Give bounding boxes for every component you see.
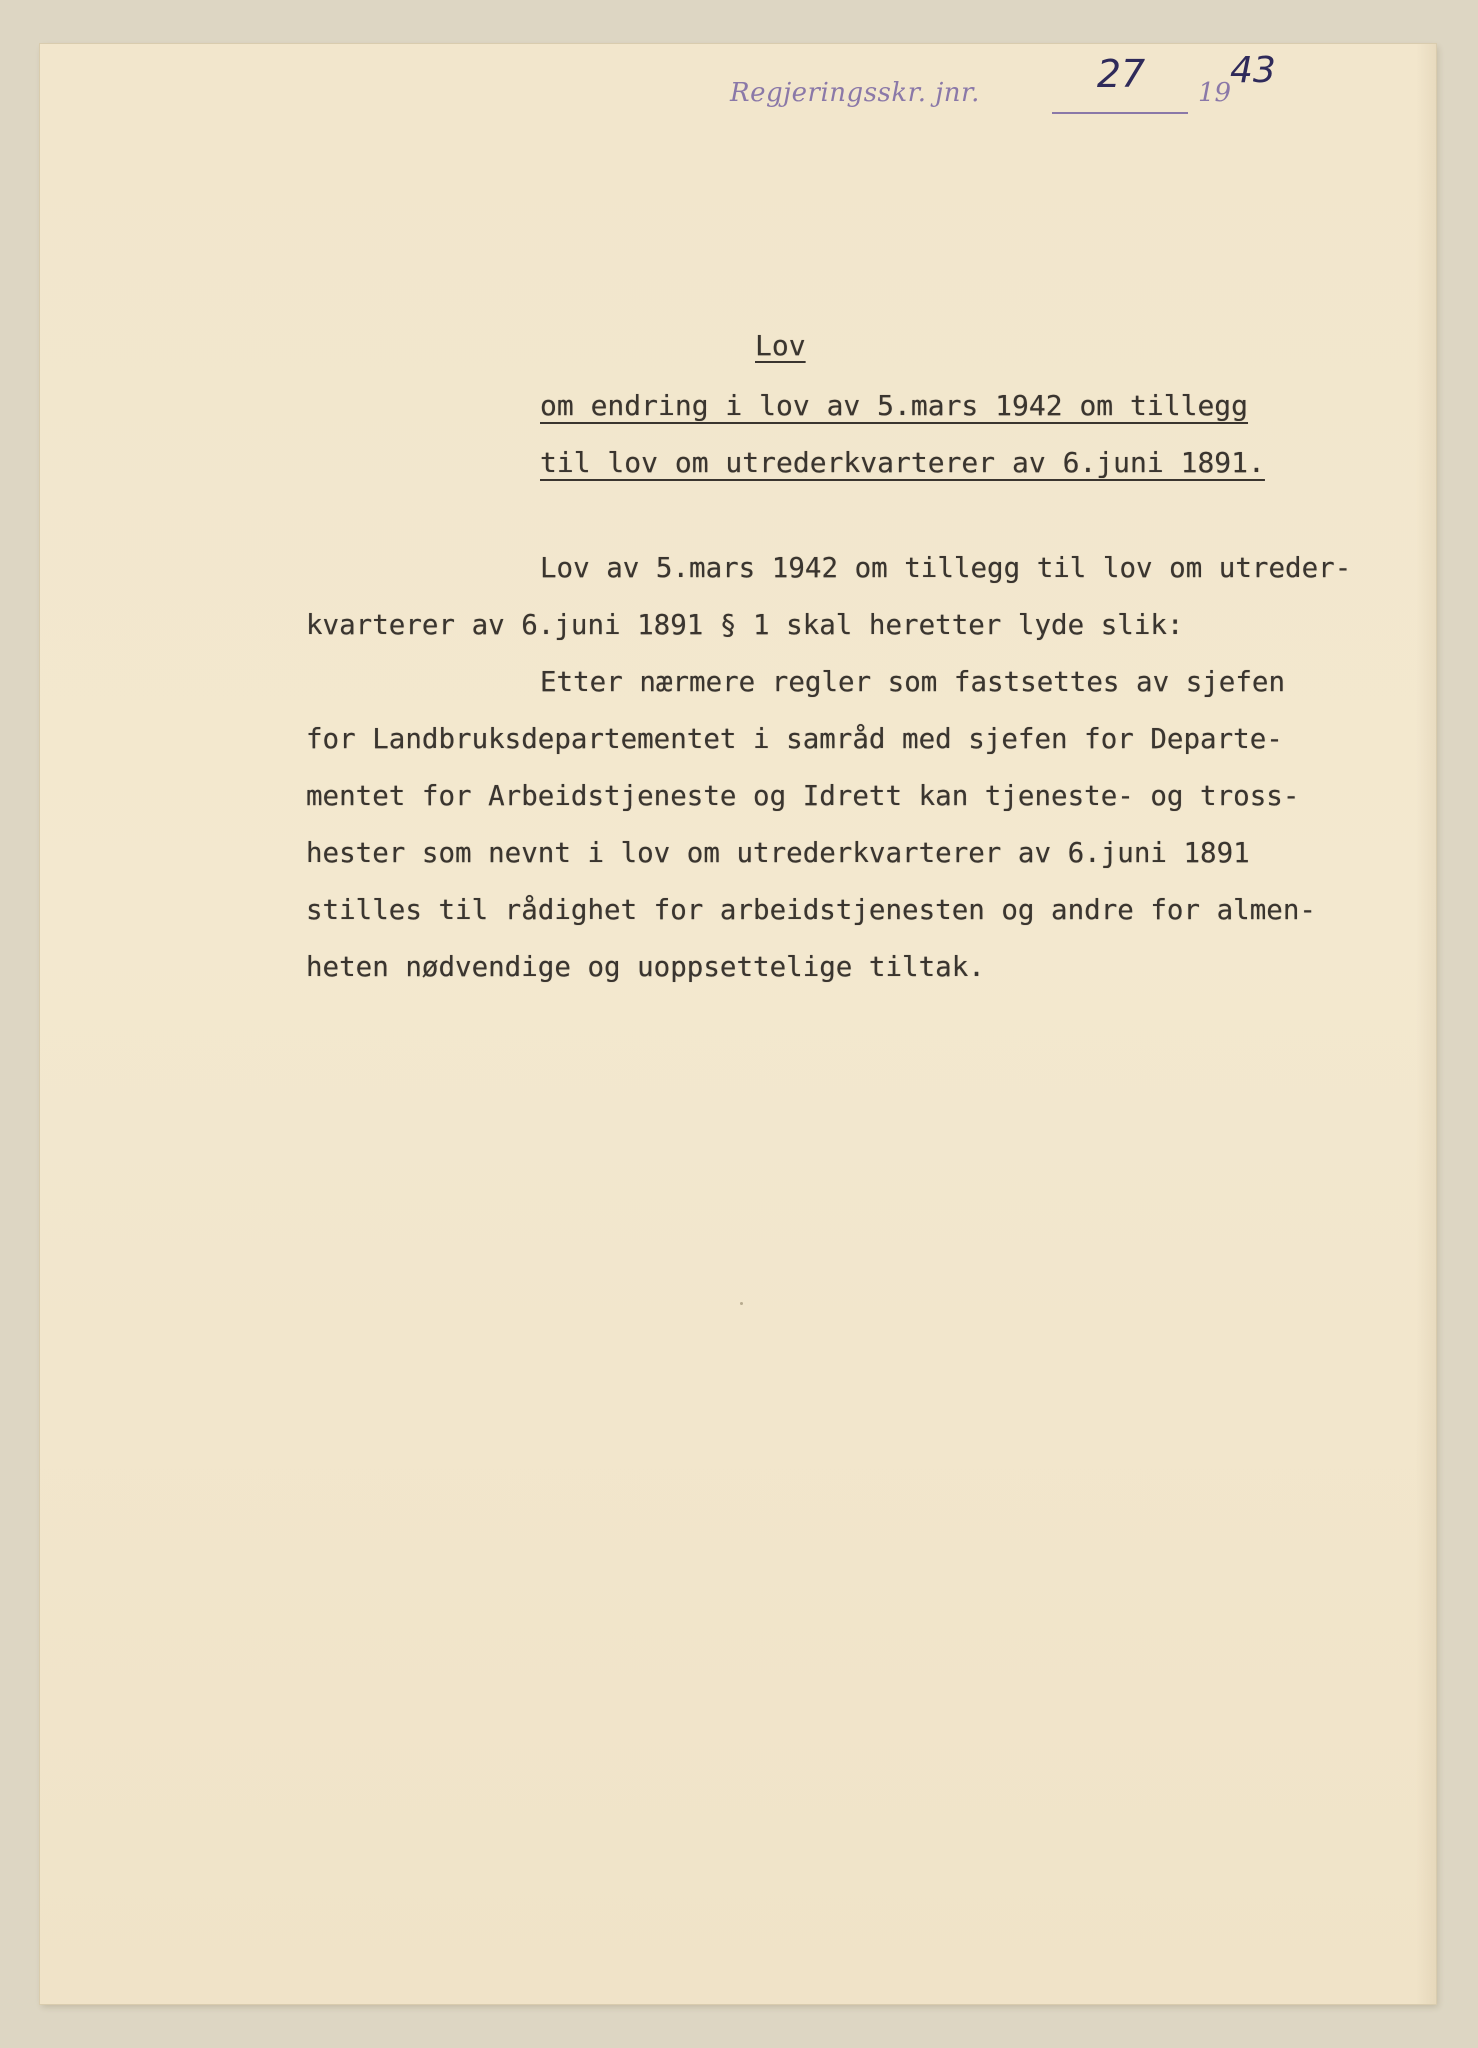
stamp-journal-number: 27 xyxy=(1096,52,1146,96)
title-line-1: om endring i lov av 5.mars 1942 om tillegg xyxy=(540,389,1249,422)
body-line: mentet for Arbeidstjeneste og Idrett kan tjeneste- og tross- xyxy=(306,780,1300,812)
body-line: Lov av 5.mars 1942 om tillegg til lov om utreder- xyxy=(540,552,1352,584)
stamp-label: Regjeringsskr. jnr. xyxy=(730,78,980,108)
body-line: for Landbruksdepartementet i samråd med sjefen for Departe- xyxy=(306,723,1283,755)
stamp-underline xyxy=(1052,112,1188,114)
body-line: Etter nærmere regler som fastsettes av sjefen xyxy=(540,666,1286,698)
stamp-year-handwritten: 43 xyxy=(1230,50,1276,91)
body-line: hester som nevnt i lov om utrederkvarterer av 6.juni 1891 xyxy=(306,837,1250,869)
document-page xyxy=(40,44,1436,2004)
body-line: heten nødvendige og uoppsettelige tiltak. xyxy=(306,951,985,983)
body-line: stilles til rådighet for arbeidstjenesten og andre for almen- xyxy=(306,894,1316,926)
stamp-year-prefix: 19 xyxy=(1198,78,1232,108)
document-heading: Lov xyxy=(755,329,806,362)
body-line: kvarterer av 6.juni 1891 § 1 skal heretter lyde slik: xyxy=(306,609,1184,641)
page-edge-shadow xyxy=(1416,44,1436,2004)
paper-speck xyxy=(740,1302,743,1305)
title-line-2: til lov om utrederkvarterer av 6.juni 1891. xyxy=(540,446,1265,479)
